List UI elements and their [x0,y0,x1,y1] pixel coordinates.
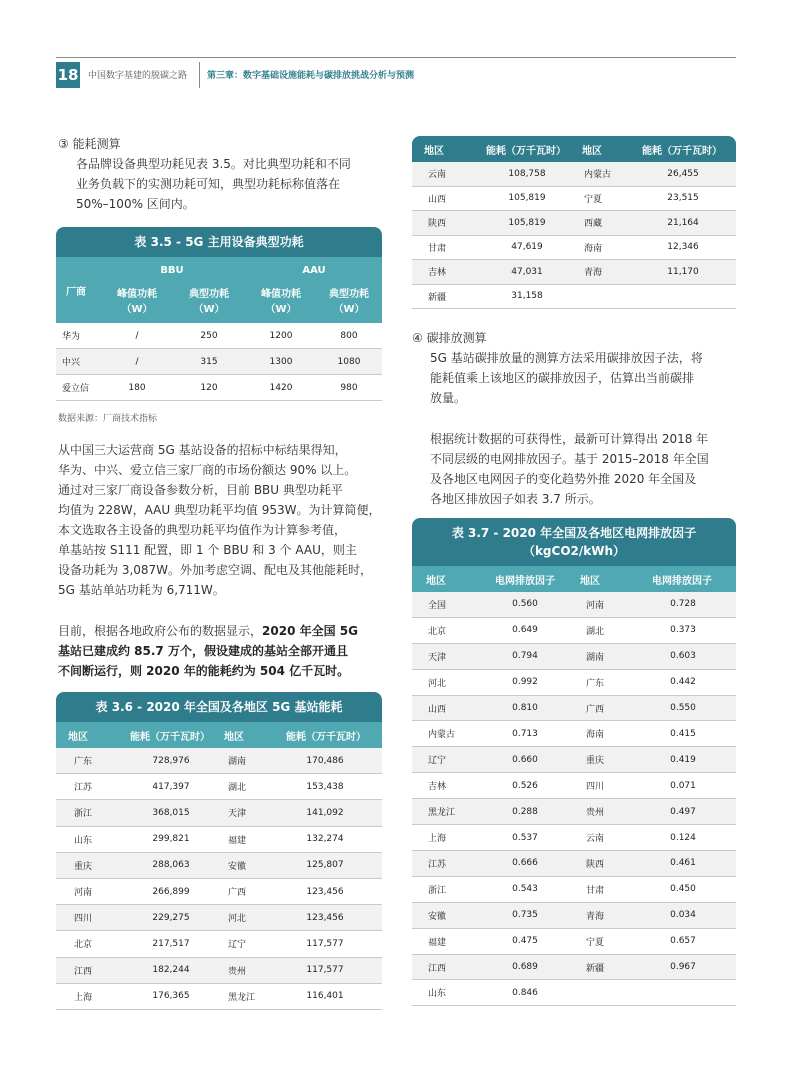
market-share-line: 5G 基站单站功耗为 6,711W。 [58,583,225,597]
table-3-5-body [56,323,382,401]
table-3-7-cell: 0.071 [670,780,696,791]
table-3-6-cell: 368,015 [152,807,190,818]
table-3-6-cell: 125,807 [306,860,344,871]
power-subheader: 典型功耗 （W） [329,289,369,315]
table-3-6-cell: 123,456 [306,912,344,923]
table-3-6-cell: 132,274 [306,834,344,845]
table-3-6-continued-cell: 青海 [584,268,603,279]
table-3-7-caption-line1: 表 3.7 - 2020 年全国及各地区电网排放因子 [451,526,697,540]
table-3-7-cell: 河北 [428,678,447,689]
table-3-7-cell: 宁夏 [586,937,605,948]
table-3-6-cell: 229,275 [152,912,190,923]
table-3-6-cell: 123,456 [306,886,344,897]
table-3-5-cell: 315 [200,356,218,367]
table-3-5-cell: 1300 [269,356,293,367]
table-3-6-continued-row [412,260,736,285]
table-3-6-cell: 北京 [74,940,93,951]
table-3-7-cell: 云南 [586,834,605,845]
table-3-7-cell: 重庆 [586,756,605,767]
table-3-7-cell: 青海 [586,911,605,922]
table-3-6-continued-body [412,162,736,309]
table-3-6-continued-cell: 云南 [428,170,447,181]
table-3-7-cell: 0.475 [512,936,538,947]
section-4-heading [412,328,487,348]
table-3-6-row [56,958,382,984]
table-3-6-row [56,827,382,853]
current-status-bold-start: 2020 年全国 5G [262,624,358,638]
table-3-7-cell: 0.992 [512,677,538,688]
table-3-5-cell: 800 [340,330,358,341]
table-3-7-cell: 浙江 [428,885,447,896]
table-3-7-row [412,903,736,929]
table-3-5-caption: 表 3.5 - 5G 主用设备典型功耗 [56,227,382,257]
table-3-7-cell: 山西 [428,704,447,715]
table-3-7-row [412,851,736,877]
table-3-7-cell: 0.415 [670,728,696,739]
table-3-6-row [56,800,382,826]
table-3-7-cell: 0.419 [670,754,696,765]
table-3-6-cell: 广东 [74,757,93,768]
table-3-6-cell: 170,486 [306,755,344,766]
market-share-line: 单基站按 S111 配置，即 1 个 BBU 和 3 个 AAU，则主 [58,543,357,557]
table-3-7-cell: 0.657 [670,936,696,947]
table-3-6-continued-cell: 11,170 [667,266,699,277]
table-3-7-cell: 四川 [586,782,605,793]
table-3-7-cell: 0.649 [512,625,538,636]
table-3-7-cell: 0.660 [512,754,538,765]
table-3-7-cell: 广东 [586,678,605,689]
table-3-7-row [412,644,736,670]
statistics-line: 及各地区电网因子的变化趋势外推 2020 年全国及 [430,472,697,486]
section-4-heading-text: ④ 碳排放测算 [412,331,487,345]
table-3-6-continued-cell: 47,619 [511,242,543,253]
table-3-7-cell: 安徽 [428,911,447,922]
table-3-7-cell: 0.560 [512,599,538,610]
table-3-7-cell: 0.537 [512,832,538,843]
aau-group-header: AAU [302,264,326,276]
table-3-6-continued-header [412,136,736,162]
market-share-line: 本文选取各主设备的典型功耗平均值作为计算参考值， [58,523,347,537]
table-3-7-row [412,825,736,851]
section-4-line: 5G 基站碳排放量的测算方法采用碳排放因子法，将 [430,351,703,365]
table-3-6-continued-cell: 23,515 [667,193,699,204]
section-4-paragraph [430,348,703,408]
table-3-7-row [412,747,736,773]
table-3-7-header [412,566,736,592]
table-3-7-cell: 山东 [428,989,447,1000]
table-3-6-cell: 117,577 [306,965,344,976]
table-3-6-continued-cell [630,285,736,309]
section-4-line: 能耗值乘上该地区的碳排放因子，估算出当前碳排 [430,371,695,385]
table-3-6-cell: 116,401 [306,991,344,1002]
table-3-7-cell: 广西 [586,704,605,715]
book-title: 中国数字基建的脱碳之路 [88,71,188,81]
table-3-5-cell: 中兴 [62,358,81,368]
table-3-6-cell: 266,899 [152,886,190,897]
table-3-7-cell: 贵州 [586,808,605,819]
table-3-6-continued-cell [584,285,634,309]
table-3-6-caption: 表 3.6 - 2020 年全国及各地区 5G 基站能耗 [56,692,382,722]
table-3-6-cell: 河南 [74,888,93,899]
statistics-line: 各地区排放因子如表 3.7 所示。 [430,492,601,506]
table-3-6-cell: 141,092 [306,807,344,818]
statistics-line: 不同层级的电网排放因子。基于 2015–2018 年全国 [430,452,709,466]
table-3-6-continued-cell: 山西 [428,194,447,205]
table-3-6-continued-cell: 吉林 [428,268,447,279]
table-3-6-continued-cell: 内蒙古 [584,170,612,181]
table-3-6-cell: 江西 [74,966,93,977]
table-3-6-column-header: 地区 [68,731,88,743]
table-3-7-cell: 全国 [428,600,447,611]
table-3-6-column-header: 地区 [224,731,244,743]
section-3-heading [58,134,121,154]
table-3-6-continued-cell: 105,819 [508,217,546,228]
table-3-7-cell: 福建 [428,937,447,948]
table-3-7-row [412,722,736,748]
header-rule [56,57,736,58]
table-3-7-cell: 0.124 [670,832,696,843]
section-3-heading-text: ③ 能耗测算 [58,137,121,151]
table-3-6-continued-cell: 陕西 [428,219,447,230]
table-3-6-cell: 176,365 [152,991,190,1002]
table-3-6-continued-row [412,285,736,310]
table-3-6-continued-cell: 105,819 [508,193,546,204]
table-3-7-cell [630,981,736,1006]
table-3-6-header [56,722,382,748]
table-3-6-cell: 上海 [74,992,93,1003]
table-3-6-continued-row [412,236,736,261]
market-share-line: 华为、中兴、爱立信三家厂商的市场份额达 90% 以上。 [58,463,357,477]
table-3-6-row [56,931,382,957]
table-3-7-cell: 0.810 [512,703,538,714]
power-subheader: 典型功耗 （W） [189,289,229,315]
table-3-7-cell: 内蒙古 [428,730,456,741]
section-3-line: 业务负载下的实测功耗可知，典型功耗标称值落在 [76,177,341,191]
table-3-6-continued-row [412,211,736,236]
table-3-7-row [412,773,736,799]
table-3-5-cell: 980 [340,382,358,393]
market-share-line: 从中国三大运营商 5G 基站设备的招标中标结果得知， [58,443,347,457]
market-share-line: 设备功耗为 3,087W。外加考虑空调、配电及其他能耗时， [58,563,373,577]
table-3-6-cell: 湖南 [228,757,247,768]
section-4-line: 放量。 [430,391,467,405]
current-status-intro: 目前，根据各地政府公布的数据显示， [58,624,263,638]
market-share-paragraph [58,440,381,600]
table-3-7-cell: 0.550 [670,703,696,714]
table-3-6-cell: 重庆 [74,861,93,872]
current-status-line: 不间断运行，则 2020 年的能耗约为 504 亿千瓦时。 [58,664,350,678]
section-3-line: 各品牌设备典型功耗见表 3.5。对比典型功耗和不同 [76,157,351,171]
table-3-6-row [56,984,382,1010]
table-3-6-cell: 417,397 [152,781,190,792]
statistics-paragraph [430,429,709,509]
table-3-6-continued-column-header: 地区 [582,145,602,157]
table-3-7-cell: 0.543 [512,884,538,895]
table-3-7-row [412,929,736,955]
table-3-7-cell: 0.461 [670,858,696,869]
power-subheader: 峰值功耗 （W） [117,289,157,315]
table-3-5-cell: 1420 [269,382,293,393]
table-3-7-column-header: 电网排放因子 [652,575,712,587]
table-3-5-cell: 爱立信 [62,384,90,394]
table-3-6-cell: 117,577 [306,938,344,949]
table-3-6-cell: 182,244 [152,965,190,976]
table-3-6-continued-column-header: 能耗（万千瓦时） [642,145,722,157]
table-3-7-cell: 0.967 [670,962,696,973]
current-status-line: 基站已建成约 85.7 万个，假设建成的基站全部开通且 [58,644,348,658]
market-share-line: 通过对三家厂商设备参数分析，目前 BBU 典型功耗平 [58,483,343,497]
page-number: 18 [56,62,80,88]
table-3-6-continued-cell: 甘肃 [428,243,447,254]
bbu-group-header: BBU [160,264,184,276]
table-3-7-cell: 北京 [428,626,447,637]
table-3-6-continued-cell: 宁夏 [584,194,603,205]
table-3-7-cell: 0.450 [670,884,696,895]
table-3-6-cell: 江苏 [74,783,93,794]
table-3-7-cell: 0.497 [670,806,696,817]
table-3-6-row [56,879,382,905]
table-3-6-cell: 天津 [228,809,247,820]
table-3-7-cell: 天津 [428,652,447,663]
table-3-5-cell: 250 [200,330,218,341]
table-3-7-cell: 黑龙江 [428,808,456,819]
table-3-6-row [56,905,382,931]
table-3-5-cell: / [135,330,139,341]
table-3-6-body [56,748,382,1010]
table-3-7-cell [586,981,636,1006]
table-3-7-cell: 吉林 [428,782,447,793]
table-3-5-cell: / [135,356,139,367]
vendor-header: 厂商 [66,286,86,298]
table-3-7-cell: 河南 [586,600,605,611]
table-3-7-cell: 0.713 [512,728,538,739]
table-3-6-continued-cell: 26,455 [667,168,699,179]
table-3-7-row [412,670,736,696]
table-3-6-column-header: 能耗（万千瓦时） [130,731,210,743]
table-3-5-source: 数据来源：厂商技术指标 [58,414,158,424]
table-3-7-cell: 0.288 [512,806,538,817]
section-3-line: 50%–100% 区间内。 [76,197,195,211]
table-3-7-caption [412,518,736,566]
table-3-7-cell: 0.735 [512,910,538,921]
table-3-5-row [56,323,382,349]
table-3-7-row [412,618,736,644]
table-3-7-cell: 江西 [428,963,447,974]
table-3-6-row [56,748,382,774]
table-3-6-continued-cell: 新疆 [428,292,447,303]
table-3-7-cell: 0.603 [670,651,696,662]
table-3-7-row [412,981,736,1007]
table-3-6-continued-cell: 21,164 [667,217,699,228]
table-3-6-continued-cell: 47,031 [511,266,543,277]
table-3-7-cell: 0.689 [512,962,538,973]
table-3-6-cell: 黑龙江 [228,992,256,1003]
table-3-5-cell: 1080 [337,356,361,367]
table-3-7-cell: 上海 [428,834,447,845]
table-3-6-continued-cell: 海南 [584,243,603,254]
table-3-7-cell: 新疆 [586,963,605,974]
table-3-5-row [56,349,382,375]
table-3-6-row [56,853,382,879]
table-3-6-cell: 福建 [228,835,247,846]
table-3-6-continued-row [412,162,736,187]
table-3-6-continued-row [412,187,736,212]
table-3-6-continued-cell: 108,758 [508,168,546,179]
table-3-6-row [56,774,382,800]
table-3-7-cell: 0.034 [670,910,696,921]
table-3-7-cell: 湖北 [586,626,605,637]
table-3-7-row [412,877,736,903]
table-3-5-header [56,257,382,323]
table-3-6-continued-cell: 12,346 [667,242,699,253]
table-3-7-cell: 江苏 [428,859,447,870]
table-3-7-column-header: 电网排放因子 [495,575,555,587]
table-3-7-row [412,592,736,618]
table-3-7-cell: 湖南 [586,652,605,663]
table-3-6-cell: 河北 [228,914,247,925]
table-3-5-cell: 120 [200,382,218,393]
table-3-7-column-header: 地区 [426,575,446,587]
table-3-7-row [412,696,736,722]
table-3-7-row [412,799,736,825]
table-3-6-continued-column-header: 能耗（万千瓦时） [486,145,566,157]
current-status-paragraph [58,621,358,681]
chapter-title: 第三章：数字基础设施能耗与碳排放挑战分析与预测 [207,71,415,81]
table-3-7-cell: 0.526 [512,780,538,791]
header-separator [199,62,200,88]
table-3-7-cell: 0.794 [512,651,538,662]
table-3-6-cell: 728,976 [152,755,190,766]
table-3-7-cell: 辽宁 [428,756,447,767]
table-3-5-cell: 华为 [62,332,81,342]
table-3-6-continued-cell: 31,158 [511,291,543,302]
table-3-6-cell: 299,821 [152,834,190,845]
section-3-paragraph [76,154,351,214]
table-3-7-cell: 0.846 [512,987,538,998]
table-3-7-cell: 甘肃 [586,885,605,896]
table-3-6-cell: 153,438 [306,781,344,792]
table-3-6-cell: 288,063 [152,860,190,871]
table-3-7-caption-line2: （kgCO2/kWh） [522,544,626,558]
table-3-6-cell: 广西 [228,888,247,899]
table-3-7-cell: 0.666 [512,858,538,869]
table-3-5-cell: 180 [128,382,146,393]
market-share-line: 均值为 228W，AAU 典型功耗平均值 953W。为计算简便， [58,503,381,517]
table-3-6-cell: 辽宁 [228,940,247,951]
table-3-6-cell: 安徽 [228,861,247,872]
table-3-7-row [412,955,736,981]
table-3-7-column-header: 地区 [580,575,600,587]
table-3-6-continued-cell: 西藏 [584,219,603,230]
table-3-6-column-header: 能耗（万千瓦时） [286,731,366,743]
table-3-7-cell: 海南 [586,730,605,741]
table-3-5-cell: 1200 [269,330,293,341]
table-3-7-cell: 0.728 [670,599,696,610]
table-3-7-cell: 0.373 [670,625,696,636]
table-3-6-cell: 山东 [74,835,93,846]
power-subheader: 峰值功耗 （W） [261,289,301,315]
table-3-6-cell: 四川 [74,914,93,925]
table-3-6-continued-column-header: 地区 [424,145,444,157]
table-3-5-row [56,375,382,401]
table-3-7-body [412,592,736,1006]
statistics-line: 根据统计数据的可获得性，最新可计算得出 2018 年 [430,432,709,446]
table-3-6-cell: 浙江 [74,809,93,820]
table-3-6-cell: 贵州 [228,966,247,977]
table-3-7-cell: 陕西 [586,859,605,870]
table-3-6-cell: 湖北 [228,783,247,794]
table-3-7-cell: 0.442 [670,677,696,688]
table-3-6-cell: 217,517 [152,938,190,949]
